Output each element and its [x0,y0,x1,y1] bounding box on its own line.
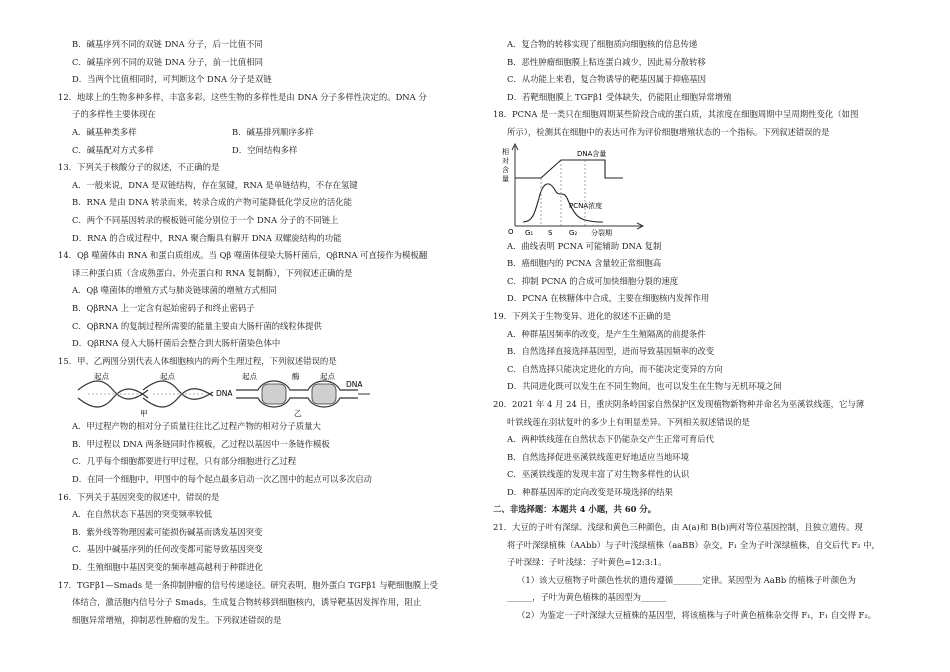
q20-stem-line2: 叶铁线莲在羽状复叶的多少上有明显差异。下列相关叙述错误的是 [507,416,750,427]
q12-option-b: B．碱基排列顺序多样 [232,126,314,137]
q19-stem: 19．下列关于生物变异、进化的叙述不正确的是 [493,310,672,321]
tick-g2: G₂ [569,228,578,237]
q21-stem-line1: 21．大豆的子叶有深绿、浅绿和黄色三种颜色，由 A(a)和 B(b)两对等位基因控制，且独立遗传。现 [493,522,863,533]
q12-options-row1 [58,124,458,142]
q14-option-a: A．Qβ 噬菌体的增殖方式与肺炎链球菌的增殖方式相同 [72,285,277,296]
pcna-concentration-label: PCNA浓度 [569,201,603,210]
q12-option-c: C．碱基配对方式多样 [72,144,154,155]
q21-stem-line3: 子叶深绿：子叶浅绿：子叶黄色=12:3:1。 [507,557,667,568]
q16-stem: 16．下列关于基因突变的叙述中，错误的是 [58,491,220,502]
section-2-heading: 二、非选择题：本题共 4 小题，共 60 分。 [493,504,657,515]
q11-option-d: D．当两个比值相同时，可判断这个 DNA 分子是双链 [72,74,272,85]
figure-yi [236,371,370,418]
q19-option-b: B．自然选择直接选择基因型，进而导致基因频率的改变 [507,346,715,357]
q13-stem: 13．下列关于核酸分子的叙述，不正确的是 [58,162,220,173]
y-axis-label [502,147,509,183]
q14-option-b: B．QβRNA 上一定含有起始密码子和终止密码子 [72,302,255,313]
q18-option-d: D．PCNA 在核糖体中合成，主要在细胞核内发挥作用 [507,293,710,304]
q13-option-c: C．两个不同基因转录的模板链可能分别位于一个 DNA 分子的不同链上 [72,214,339,225]
q17-option-d: D．若靶细胞膜上 TGFβ1 受体缺失，仍能阻止细胞异常增殖 [507,91,732,102]
q11-option-c: C．碱基序列不同的双链 DNA 分子，前一比值相同 [72,56,263,67]
y-label-char-2: 对 [502,156,509,165]
q19-option-a: A．种群基因频率的改变，是产生生殖隔离的前提条件 [507,328,706,339]
q16-option-c: C．基因中碱基序列的任何改变都可能导致基因突变 [72,544,263,555]
q15-option-d: D．在同一个细胞中，甲图中的每个起点最多启动一次乙图中的起点可以多次启动 [72,474,372,485]
q17-stem-line1: 17．TGFβ1—Smads 是一条抑制肿瘤的信号传递途径。研究表明，胞外蛋白 TGFβ1 与靶细胞膜上受 [58,579,438,590]
q16-option-b: B．紫外线等物理因素可能损伤碱基而诱发基因突变 [72,526,263,537]
q12-options-row2 [58,142,458,160]
q16-option-d: D．生殖细胞中基因突变的频率越高越利于种群进化 [72,562,263,573]
q17-option-b: B．恶性肿瘤细胞膜上粘连蛋白减少，因此易分散转移 [507,56,706,67]
q20-option-d: D．种群基因库的定向改变是环境选择的结果 [507,486,673,497]
tick-s: S [548,228,553,237]
q21-stem-line2: 将子叶深绿植株（AAbb）与子叶浅绿植株（aaBB）杂交，F₁ 全为子叶深绿植株，自交后代 F₂ 中， [507,539,880,550]
yi-dna-label: DNA [346,380,363,390]
origin-label: O [508,227,514,236]
q15-option-a: A．甲过程产物的相对分子质量往往比乙过程产物的相对分子质量大 [72,421,321,432]
yi-label: 乙 [294,409,302,419]
q20-stem-line1: 20．2021 年 4 月 24 日，重庆阴条岭国家自然保护区发现植物新物种并命名为巫溪铁线莲，它与薄 [493,398,865,409]
q18-stem-line2: 所示），检测其在细胞中的表达可作为评价细胞增殖状态的一个指标。下列叙述错误的是 [507,126,830,137]
q21-sub2-line1: （2）为鉴定一子叶深绿大豆植株的基因型，将该植株与子叶黄色植株杂交得 F₁，F₁ 自交得 F₂。 [517,610,877,621]
left-column [58,36,458,629]
q16-option-a: A．在自然状态下基因的突变频率较低 [72,509,213,520]
y-label-char-1: 相 [502,147,509,156]
q18-figure [493,142,893,238]
q17-stem-line2: 体结合，激活胞内信号分子 Smads，生成复合物转移到细胞核内，诱导靶基因发挥作用，阻止 [72,597,422,608]
y-label-char-3: 含 [502,165,509,174]
q13-option-b: B．RNA 是由 DNA 转录而来，转录合成的产物可能降低化学反应的活化能 [72,197,353,208]
dna-content-line [515,160,623,178]
yi-mei-label: 酶 [292,372,300,382]
q21-sub1-line2: ______，子叶为黄色植株的基因型为______ [507,592,667,603]
yi-qidian-2: 起点 [320,372,335,382]
jia-qidian-1: 起点 [94,372,109,382]
figure-jia [78,371,233,418]
jia-qidian-2: 起点 [160,372,175,382]
q18-option-b: B．癌细胞内的 PCNA 含量较正常细胞高 [507,258,662,269]
q13-option-d: D．RNA 的合成过程中，RNA 聚合酶具有解开 DNA 双螺旋结构的功能 [72,232,342,243]
q19-option-d: D．共同进化既可以发生在不同生物间，也可以发生在生物与无机环境之间 [507,381,782,392]
q15-option-c: C．几乎每个细胞都要进行甲过程，只有部分细胞进行乙过程 [72,456,297,467]
q18-option-c: C．抑制 PCNA 的合成可加快细胞分裂的速度 [507,275,679,286]
q12-stem-line1: 12．地球上的生物多种多样，丰富多彩，这些生物的多样性是由 DNA 分子多样性决定的。DNA 分 [58,91,427,102]
tick-g1: G₁ [525,228,534,237]
q15-figure [58,370,458,418]
q14-stem-line1: 14．Qβ 噬菌体由 RNA 和蛋白质组成。当 Qβ 噬菌体侵染大肠杆菌后，QβRNA 可直接作为模板翻 [58,250,428,261]
q19-option-c: C．自然选择只能决定进化的方向，而不能决定变异的方向 [507,363,723,374]
y-label-char-4: 量 [502,174,509,183]
q20-option-b: B．自然选择促进巫溪铁线莲更好地适应当地环境 [507,451,690,462]
q12-option-d: D．空间结构多样 [232,144,298,155]
jia-dna-label: DNA [216,389,233,399]
q14-option-d: D．QβRNA 侵入大肠杆菌后会整合到大肠杆菌染色体中 [72,338,281,349]
q20-option-a: A．两种铁线莲在自然状态下仍能杂交产生正常可育后代 [507,434,715,445]
q17-option-c: C．从功能上来看，复合物诱导的靶基因属于抑癌基因 [507,74,707,85]
q21-sub1-line1: （1）该大豆植物子叶颜色性状的遗传遵循_______定律。某因型为 AaBb 的植株子叶颜色为 [517,574,856,585]
q17-option-a: A．复合物的转移实现了细胞质向细胞核的信息传递 [507,39,698,49]
jia-label: 甲 [140,409,148,419]
q15-stem: 15．甲、乙两图分别代表人体细胞核内的两个生理过程，下列叙述错误的是 [58,355,337,366]
q17-stem-line3: 细胞异常增殖，抑制恶性肿瘤的发生。下列叙述错误的是 [72,614,282,625]
q15-option-b: B．甲过程以 DNA 两条链同时作模板，乙过程以基因中一条链作模板 [72,438,330,449]
q12-stem-line2: 子的多样性主要体现在 [72,109,156,120]
yi-qidian-1: 起点 [242,372,257,382]
q14-stem-line2: 译三种蛋白质（含成熟蛋白、外壳蛋白和 RNA 复制酶），下列叙述正确的是 [72,267,353,278]
q14-option-c: C．QβRNA 的复制过程所需要的能量主要由大肠杆菌的线粒体提供 [72,320,322,331]
q12-option-a: A．碱基种类多样 [72,126,137,137]
q18-stem-line1: 18．PCNA 是一类只在细胞周期某些阶段合成的蛋白质，其浓度在细胞周期中呈周期性变化（如图 [493,109,859,120]
tick-m: 分裂期 [591,228,612,237]
q20-option-c: C．巫溪铁线莲的发现丰富了对生物多样性的认识 [507,469,690,480]
dna-content-label: DNA含量 [577,149,607,158]
q18-option-a: A．曲线表明 PCNA 可能辅助 DNA 复制 [507,240,662,251]
q13-option-a: A．一般来说，DNA 是双链结构，存在氢键，RNA 是单链结构，不存在氢键 [72,179,358,190]
right-column [493,36,893,625]
q11-option-b: B．碱基序列不同的双链 DNA 分子，后一比值不同 [72,39,263,49]
